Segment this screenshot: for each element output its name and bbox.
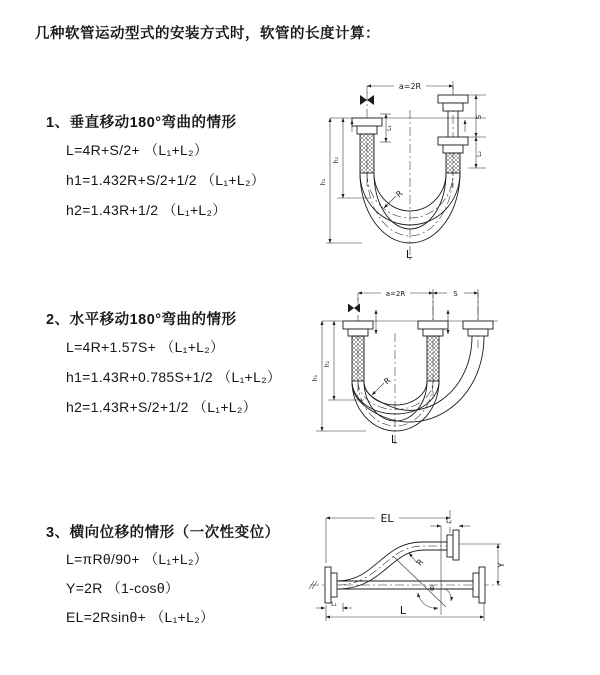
page-title: 几种软管运动型式的安装方式时，软管的长度计算： xyxy=(35,26,380,42)
dim-h1-label: h₁ xyxy=(320,178,327,186)
dim-l-label: L xyxy=(399,604,407,617)
length-label: L xyxy=(390,433,398,446)
radius-label: R xyxy=(414,557,426,568)
section1-formula-l: L=4R+S/2+ （L₁+L₂） xyxy=(66,142,209,158)
dim-l1-label: L₁ xyxy=(386,125,393,131)
dim-a2r xyxy=(358,290,433,298)
dim-el xyxy=(326,512,450,563)
angle-construction xyxy=(393,526,451,615)
radius-callout xyxy=(384,189,405,208)
dim-a2r-label: a=2R xyxy=(385,290,406,298)
left-flange-assembly xyxy=(352,118,382,173)
section3-formula-l: L=πRθ/90+ （L₁+L₂） xyxy=(66,551,209,567)
diagram-horizontal-180-bend xyxy=(308,278,600,453)
valve-icon xyxy=(348,304,360,313)
section2-formula-h2: h2=1.43R+S/2+1/2 （L₁+L₂） xyxy=(66,399,257,415)
dim-a2r xyxy=(367,82,453,93)
dim-a2r-label: a=2R xyxy=(398,82,422,91)
dim-l2 xyxy=(430,510,470,533)
hose-straight-position xyxy=(337,567,485,603)
dim-el-label: EL xyxy=(380,512,394,525)
radius-label: R xyxy=(382,375,393,387)
middle-flange-assembly xyxy=(418,321,448,381)
section1-heading: 1、垂直移动180°弯曲的情形 xyxy=(46,115,237,131)
radius-label: R xyxy=(394,188,405,200)
section1-formula-h1: h1=1.432R+S/2+1/2 （L₁+L₂） xyxy=(66,172,266,188)
left-flange-assembly xyxy=(343,321,373,381)
dim-l xyxy=(326,603,484,621)
top-right-flange xyxy=(447,530,459,560)
dim-s-label: S xyxy=(453,290,458,298)
dim-s xyxy=(468,95,486,137)
dim-h2-label: h₂ xyxy=(324,360,331,368)
section3-formula-el: EL=2Rsinθ+ （L₁+L₂） xyxy=(66,609,215,625)
section2-formula-l: L=4R+1.57S+ （L₁+L₂） xyxy=(66,339,225,355)
dim-y-label: Y xyxy=(497,562,506,568)
radius-callout xyxy=(372,376,393,395)
dim-h2-label: h₂ xyxy=(333,156,340,164)
dim-h1-label: h₁ xyxy=(312,374,319,382)
dim-s-label: S xyxy=(475,114,483,120)
radius-callout xyxy=(409,553,426,567)
dim-l2-label: L₂ xyxy=(476,151,483,157)
diagram-lateral-displacement xyxy=(298,495,600,670)
left-flange xyxy=(325,567,337,603)
centerlines xyxy=(367,81,453,260)
angle-label: θ xyxy=(429,585,435,593)
section2-heading: 2、水平移动180°弯曲的情形 xyxy=(46,312,237,328)
dim-l2 xyxy=(468,137,486,168)
length-label: L xyxy=(405,248,413,261)
section1-formula-h2: h2=1.43R+1/2 （L₁+L₂） xyxy=(66,202,227,218)
section3-formula-y: Y=2R （1-cosθ） xyxy=(66,580,180,596)
section2-formula-h1: h1=1.43R+0.785S+1/2 （L₁+L₂） xyxy=(66,369,282,385)
dim-h1 xyxy=(320,118,362,243)
hose-displaced-position xyxy=(337,542,447,589)
diagram-vertical-180-bend xyxy=(310,70,600,270)
dim-l2-label: L₂ xyxy=(446,518,452,525)
right-flange-assembly xyxy=(463,321,493,336)
dim-l1-label: L₁ xyxy=(331,601,337,608)
section3-heading: 3、横向位移的情形（一次性变位） xyxy=(46,525,280,541)
dim-l1 xyxy=(316,601,352,612)
